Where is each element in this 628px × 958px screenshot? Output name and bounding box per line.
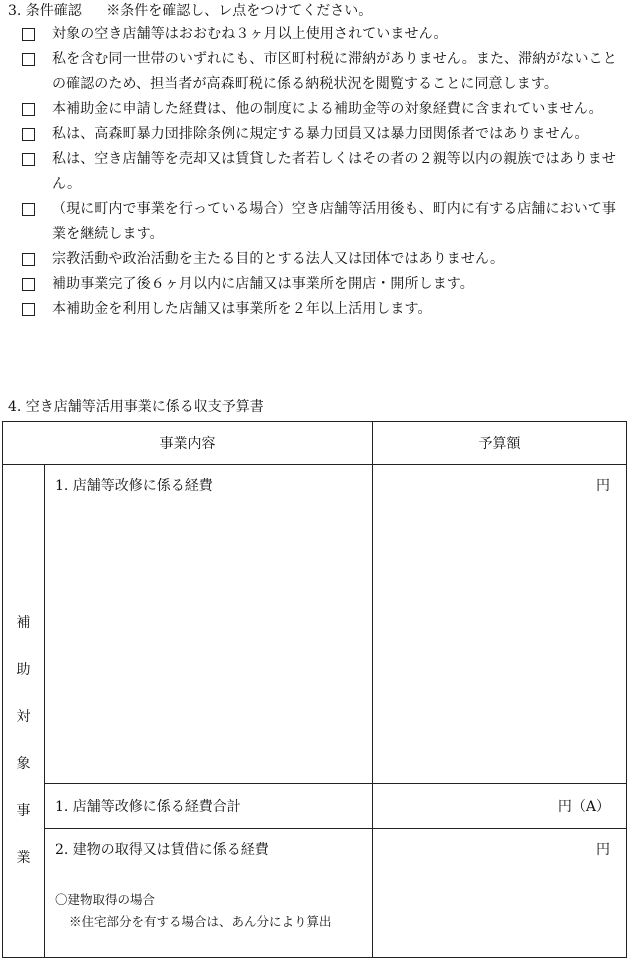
subtotal-amount-cell[interactable]: [373, 784, 627, 829]
condition-text: 宗教活動や政治活動を主たる目的とする法人又は団体ではありません。: [52, 251, 505, 267]
checkbox[interactable]: [22, 303, 35, 316]
condition-text: 本補助金を利用した店舗又は事業所を２年以上活用します。: [52, 301, 432, 317]
checkbox[interactable]: [22, 153, 35, 166]
checkbox[interactable]: [22, 203, 35, 216]
section3-heading: 3. 条件確認: [8, 3, 82, 19]
condition-item-1: [22, 22, 626, 47]
condition-text: 本補助金に申請した経費は、他の制度による補助金等の対象経費に含まれていません。: [52, 101, 603, 117]
condition-item-9: [22, 297, 626, 322]
header-budget: 予算額: [373, 422, 627, 465]
checkbox[interactable]: [22, 53, 35, 66]
condition-checklist: [22, 22, 626, 322]
checkbox[interactable]: [22, 103, 35, 116]
improvement-label-cell[interactable]: [45, 465, 373, 784]
improvement-amount-cell[interactable]: [373, 465, 627, 784]
budget-table: [2, 421, 627, 958]
table-row-improvement: [3, 465, 627, 784]
table-row-acquisition: [3, 829, 627, 958]
subtotal-label: 1. 店舗等改修に係る経費合計: [55, 799, 241, 815]
section3-title: [8, 0, 372, 20]
checkbox[interactable]: [22, 28, 35, 41]
section3-instruction: ※条件を確認し、レ点をつけてください。: [106, 3, 373, 19]
improvement-label: 1. 店舗等改修に係る経費: [55, 478, 213, 494]
acquisition-note-detail: ※住宅部分を有する場合は、あん分により算出: [69, 914, 332, 929]
condition-item-2: [22, 47, 626, 97]
condition-item-5: [22, 147, 626, 197]
condition-item-8: [22, 272, 626, 297]
yen-unit-a: 円（A）: [557, 799, 610, 815]
condition-text: 私は、空き店舗等を売却又は賃貸した者若しくはその者の２親等以内の親族ではありません。: [52, 151, 616, 192]
checkbox[interactable]: [22, 278, 35, 291]
condition-item-7: [22, 247, 626, 272]
table-header-row: [3, 422, 627, 465]
acquisition-label-cell[interactable]: [45, 829, 373, 958]
acquisition-note-heading: 〇建物取得の場合: [55, 892, 156, 907]
table-row-subtotal: [3, 784, 627, 829]
checkbox[interactable]: [22, 253, 35, 266]
subtotal-label-cell: [45, 784, 373, 829]
yen-unit: 円: [596, 842, 610, 858]
header-content: 事業内容: [3, 422, 373, 465]
yen-unit: 円: [596, 478, 610, 494]
acquisition-label: 2. 建物の取得又は賃借に係る経費: [55, 842, 269, 858]
condition-item-6: [22, 197, 626, 247]
condition-text: 補助事業完了後６ヶ月以内に店舗又は事業所を開店・開所します。: [52, 276, 474, 292]
acquisition-note: [55, 889, 364, 933]
condition-text: 対象の空き店舗等はおおむね３ヶ月以上使用されていません。: [52, 26, 448, 42]
condition-text: 私を含む同一世帯のいずれにも、市区町村税に滞納がありません。また、滞納がないことの確認のため、担当者が高森町税に係る納税状況を閲覧することに同意します。: [52, 51, 617, 92]
side-label: 補助対象事業: [16, 615, 31, 866]
condition-item-3: [22, 97, 626, 122]
checkbox[interactable]: [22, 128, 35, 141]
condition-text: （現に町内で事業を行っている場合）空き店舗等活用後も、町内に有する店舗において事業を継続します。: [52, 201, 616, 242]
side-label-cell: [3, 465, 45, 958]
section4-title: 4. 空き店舗等活用事業に係る収支予算書: [8, 399, 264, 415]
condition-item-4: [22, 122, 626, 147]
acquisition-amount-cell[interactable]: [373, 829, 627, 958]
condition-text: 私は、高森町暴力団排除条例に規定する暴力団員又は暴力団関係者ではありません。: [52, 126, 589, 142]
